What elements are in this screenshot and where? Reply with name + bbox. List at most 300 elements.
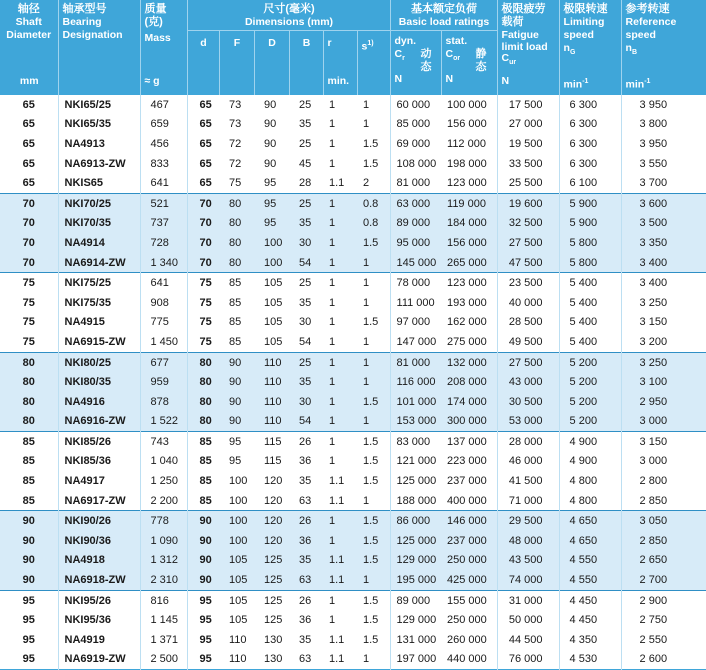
cell-s: 1.5: [363, 316, 379, 329]
cell-D: 115: [264, 455, 282, 468]
table-row: [0, 491, 706, 511]
cell-D: 110: [254, 412, 289, 432]
cell-d: 70: [187, 214, 219, 234]
cell-D: 115: [254, 432, 289, 452]
cell-B: 35: [289, 372, 323, 392]
table-row: [0, 134, 706, 154]
header-col-D: D: [254, 30, 289, 73]
cell-B: 26: [289, 511, 323, 531]
cell-B: 26: [289, 590, 323, 610]
cell-F: 95: [219, 432, 254, 452]
cell-stat: 123 000: [441, 273, 497, 293]
cell-F: 85: [229, 296, 242, 309]
cell-s: 1: [363, 653, 370, 666]
cell-D: 105: [254, 273, 289, 293]
cell-B: 35: [289, 214, 323, 234]
cell-s: 1.5: [357, 392, 390, 412]
cell-lim: 4 650: [559, 511, 621, 531]
header-designation: 轴承型号 Bearing Designation: [58, 0, 140, 73]
cell-lim: 4 450: [559, 590, 621, 610]
table-row: [0, 610, 706, 630]
cell-F: 90: [219, 412, 254, 432]
cell-s: 1: [363, 296, 370, 309]
cell-mass: 878: [140, 392, 187, 412]
cell-dyn: 81 000: [390, 173, 441, 193]
cell-ref: 2 750: [621, 610, 706, 630]
cell-D: 120: [264, 494, 283, 507]
header-fatigue: 极限疲劳 载荷 Fatigue limit load $C_{ur}$: [497, 0, 559, 73]
cell-d: 75: [187, 293, 219, 313]
cell-D: 105: [264, 335, 283, 348]
cell-r: 1: [323, 432, 357, 452]
cell-fat: 27 500: [497, 233, 559, 253]
cell-F: 100: [219, 511, 254, 531]
cell-dyn: 121 000: [390, 452, 441, 472]
cell-s: 1.5: [357, 511, 390, 531]
cell-shaft: 65: [22, 137, 35, 150]
cell-r: 1: [329, 614, 336, 627]
table-row: [0, 392, 706, 412]
cell-des: NKI90/36: [58, 531, 140, 551]
cell-ref: 2 900: [621, 590, 706, 610]
cell-stat: 100 000: [447, 98, 487, 111]
cell-mass: 1 145: [140, 610, 187, 630]
cell-B: 35: [299, 475, 312, 488]
cell-B: 54: [289, 412, 323, 432]
cell-stat: 184 000: [441, 214, 497, 234]
cell-s: 1.5: [357, 590, 390, 610]
cell-shaft: 75: [22, 296, 35, 309]
cell-d: 95: [187, 650, 219, 670]
cell-ref: 3 000: [621, 452, 706, 472]
cell-ref: 3 550: [621, 154, 706, 174]
header-unit-fatigue: N: [497, 73, 559, 95]
cell-D: 90: [264, 137, 277, 150]
cell-s: 1: [363, 335, 370, 348]
cell-shaft: 65: [22, 98, 35, 111]
header-unit-designation: [58, 73, 140, 95]
cell-B: 36: [289, 531, 323, 551]
cell-F: 100: [229, 494, 248, 507]
cell-des: NKI80/25: [58, 352, 140, 372]
cell-d: 80: [187, 372, 219, 392]
cell-r: 1.1: [323, 551, 357, 571]
cell-mass: 2 310: [140, 570, 187, 590]
cell-mass: 521: [140, 193, 187, 213]
cell-D: 125: [254, 570, 289, 590]
cell-B: 25: [289, 352, 323, 372]
cell-fat: 44 500: [497, 630, 559, 650]
cell-r: 1: [323, 253, 357, 273]
cell-ref: 3 150: [621, 432, 706, 452]
cell-stat: 132 000: [441, 352, 497, 372]
cell-stat: 275 000: [447, 335, 487, 348]
table-header: [0, 0, 706, 95]
cell-stat: 162 000: [447, 316, 487, 329]
cell-lim: 6 300: [559, 115, 621, 135]
table-row: [0, 452, 706, 472]
cell-d: 75: [187, 313, 219, 333]
cell-D: 110: [254, 372, 289, 392]
cell-lim: 6 300: [559, 134, 621, 154]
table-row: [0, 313, 706, 333]
cell-shaft: 95: [0, 590, 58, 610]
cell-stat: 156 000: [447, 118, 487, 131]
cell-shaft: 95: [22, 653, 35, 666]
cell-r: 1: [323, 531, 357, 551]
cell-d: 80: [187, 352, 219, 372]
cell-shaft: 80: [0, 392, 58, 412]
cell-dyn: 108 000: [390, 154, 441, 174]
cell-F: 110: [229, 653, 247, 666]
cell-stat: 300 000: [441, 412, 497, 432]
cell-dyn: 85 000: [390, 115, 441, 135]
cell-d: 90: [187, 551, 219, 571]
cell-ref: 3 250: [621, 293, 706, 313]
cell-s: 1.5: [363, 614, 379, 627]
cell-fat: 32 500: [497, 214, 559, 234]
cell-ref: 3 800: [621, 115, 706, 135]
cell-F: 80: [219, 193, 254, 213]
cell-dyn: 69 000: [390, 134, 441, 154]
cell-B: 36: [299, 614, 312, 627]
cell-D: 130: [264, 653, 283, 666]
cell-r: 1: [323, 412, 357, 432]
header-col-stat: stat. $C_{or}$ 静 态: [441, 30, 497, 73]
cell-dyn: 95 000: [390, 233, 441, 253]
cell-mass: 737: [140, 214, 187, 234]
cell-stat: 250 000: [441, 551, 497, 571]
cell-stat: 250 000: [447, 614, 487, 627]
cell-shaft: 75: [22, 335, 35, 348]
header-dimensions: 尺寸(毫米) Dimensions (mm): [187, 0, 390, 30]
cell-ref: 3 700: [621, 173, 706, 193]
cell-s: 1.5: [363, 633, 379, 646]
cell-mass: 778: [140, 511, 187, 531]
cell-fat: 33 500: [497, 154, 559, 174]
cell-F: 90: [219, 352, 254, 372]
cell-lim: 6 100: [559, 173, 621, 193]
cell-B: 30: [299, 316, 312, 329]
table-row: [0, 193, 706, 213]
cell-s: 0.8: [357, 193, 390, 213]
cell-F: 90: [219, 372, 254, 392]
cell-lim: 4 530: [559, 650, 621, 670]
cell-d: 65: [187, 95, 219, 115]
table-row: [0, 511, 706, 531]
cell-mass: 2 200: [140, 491, 187, 511]
table-row: [0, 471, 706, 491]
cell-fat: 31 000: [497, 590, 559, 610]
cell-s: 1: [363, 98, 370, 111]
cell-s: 1: [363, 118, 370, 131]
cell-s: 1.5: [357, 233, 390, 253]
header-unit-r: min.: [323, 73, 357, 95]
cell-ref: 2 850: [621, 491, 706, 511]
cell-dyn: 145 000: [390, 253, 441, 273]
cell-ref: 3 600: [621, 193, 706, 213]
cell-B: 35: [299, 118, 312, 131]
cell-fat: 49 500: [497, 332, 559, 352]
cell-shaft: 70: [0, 253, 58, 273]
cell-des: NKI75/35: [58, 293, 140, 313]
cell-mass: 833: [140, 154, 187, 174]
cell-lim: 5 400: [559, 293, 621, 313]
cell-ref: 2 950: [621, 392, 706, 412]
cell-F: 85: [229, 316, 242, 329]
cell-r: 1: [329, 98, 336, 111]
cell-D: 90: [264, 157, 277, 170]
cell-r: 1: [323, 352, 357, 372]
cell-fat: 53 000: [497, 412, 559, 432]
cell-ref: 3 400: [621, 253, 706, 273]
cell-des: NKI70/25: [58, 193, 140, 213]
cell-D: 105: [264, 316, 283, 329]
cell-lim: 4 900: [559, 452, 621, 472]
cell-des: NA6915-ZW: [58, 332, 140, 352]
cell-s: 1: [357, 412, 390, 432]
cell-des: NA4919: [58, 630, 140, 650]
cell-mass: 816: [140, 590, 187, 610]
cell-dyn: 111 000: [390, 293, 441, 313]
cell-lim: 5 200: [559, 372, 621, 392]
cell-ref: 3 150: [621, 313, 706, 333]
cell-D: 95: [254, 214, 289, 234]
cell-shaft: 90: [0, 570, 58, 590]
header-col-s: $s^{1)}$: [357, 30, 390, 73]
cell-mass: 1 312: [140, 551, 187, 571]
cell-ref: 2 700: [621, 570, 706, 590]
header-col-r: r: [323, 30, 357, 73]
cell-stat: 440 000: [447, 653, 487, 666]
cell-D: 100: [254, 253, 289, 273]
cell-r: 1: [329, 455, 336, 468]
cell-des: NA6917-ZW: [58, 491, 140, 511]
cell-D: 110: [254, 392, 289, 412]
cell-shaft: 95: [22, 614, 35, 627]
table-row: [0, 352, 706, 372]
cell-stat: 260 000: [447, 633, 487, 646]
header-col-dyn: dyn. $C_r$ 动 态: [390, 30, 441, 73]
cell-fat: 23 500: [497, 273, 559, 293]
cell-lim: 5 900: [559, 214, 621, 234]
cell-s: 1: [357, 253, 390, 273]
cell-fat: 74 000: [497, 570, 559, 590]
cell-dyn: 125 000: [390, 531, 441, 551]
cell-F: 95: [229, 455, 242, 468]
cell-F: 105: [229, 614, 248, 627]
cell-mass: 2 500: [140, 650, 187, 670]
cell-s: 1: [357, 372, 390, 392]
cell-F: 73: [229, 98, 242, 111]
cell-D: 120: [264, 475, 283, 488]
cell-shaft: 85: [22, 475, 35, 488]
header-shaft: 轴径 Shaft Diameter: [0, 0, 58, 73]
cell-lim: 4 800: [559, 491, 621, 511]
cell-dyn: 131 000: [390, 630, 441, 650]
cell-s: 1.5: [363, 475, 379, 488]
cell-fat: 43 000: [497, 372, 559, 392]
cell-shaft: 70: [0, 193, 58, 213]
cell-d: 95: [187, 630, 219, 650]
cell-ref: 3 400: [621, 273, 706, 293]
cell-shaft: 90: [0, 551, 58, 571]
cell-d: 65: [187, 154, 219, 174]
cell-ref: 3 100: [621, 372, 706, 392]
cell-ref: 2 600: [621, 650, 706, 670]
header-mass: 质量 (克) Mass: [140, 0, 187, 73]
cell-F: 90: [219, 392, 254, 412]
cell-d: 70: [187, 233, 219, 253]
cell-stat: 400 000: [447, 494, 487, 507]
cell-ref: 3 050: [621, 511, 706, 531]
cell-s: 1: [357, 352, 390, 372]
cell-stat: 112 000: [447, 137, 486, 150]
header-unit-mass: ≈ g: [140, 73, 187, 95]
cell-r: 1.1: [329, 494, 345, 507]
cell-fat: 48 000: [497, 531, 559, 551]
cell-d: 90: [187, 511, 219, 531]
cell-s: 1: [357, 570, 390, 590]
header-unit-s: [357, 73, 390, 95]
cell-r: 1.1: [323, 570, 357, 590]
cell-lim: 4 350: [559, 630, 621, 650]
cell-des: NA6913-ZW: [58, 154, 140, 174]
cell-fat: 28 500: [497, 313, 559, 333]
cell-dyn: 101 000: [390, 392, 441, 412]
cell-stat: 425 000: [441, 570, 497, 590]
cell-shaft: 65: [22, 118, 35, 131]
cell-mass: 775: [140, 313, 187, 333]
cell-d: 85: [187, 471, 219, 491]
cell-ref: 3 200: [621, 332, 706, 352]
cell-dyn: 197 000: [390, 650, 441, 670]
cell-des: NA6919-ZW: [58, 650, 140, 670]
cell-shaft: 80: [0, 352, 58, 372]
table-row: [0, 590, 706, 610]
table-row: [0, 372, 706, 392]
cell-r: 1.1: [329, 475, 345, 488]
cell-shaft: 70: [0, 233, 58, 253]
cell-F: 85: [219, 273, 254, 293]
cell-des: NA4918: [58, 551, 140, 571]
cell-r: 1: [323, 193, 357, 213]
cell-lim: 4 450: [559, 610, 621, 630]
cell-des: NKI65/25: [58, 95, 140, 115]
cell-r: 1: [329, 118, 336, 131]
cell-d: 85: [187, 491, 219, 511]
table-row: [0, 173, 706, 193]
cell-shaft: 85: [22, 455, 35, 468]
cell-B: 36: [299, 455, 312, 468]
cell-des: NKI90/26: [58, 511, 140, 531]
cell-dyn: 60 000: [390, 95, 441, 115]
cell-D: 125: [264, 614, 283, 627]
cell-r: 1.1: [329, 633, 345, 646]
table-row: [0, 154, 706, 174]
cell-r: 1: [329, 157, 336, 170]
cell-mass: 1 250: [140, 471, 187, 491]
cell-fat: 30 500: [497, 392, 559, 412]
cell-lim: 6 300: [559, 154, 621, 174]
cell-F: 105: [219, 590, 254, 610]
cell-mass: 677: [140, 352, 187, 372]
cell-d: 75: [187, 332, 219, 352]
cell-fat: 71 000: [497, 491, 559, 511]
cell-ref: 3 950: [621, 95, 706, 115]
cell-stat: 156 000: [441, 233, 497, 253]
cell-fat: 19 600: [497, 193, 559, 213]
cell-r: 1: [329, 316, 336, 329]
cell-lim: 4 550: [559, 551, 621, 571]
cell-F: 85: [229, 335, 242, 348]
cell-d: 90: [187, 570, 219, 590]
cell-B: 63: [299, 494, 312, 507]
cell-des: NA4914: [58, 233, 140, 253]
cell-lim: 4 650: [559, 531, 621, 551]
cell-shaft: 70: [0, 214, 58, 234]
cell-lim: 5 800: [559, 233, 621, 253]
cell-dyn: 188 000: [390, 491, 441, 511]
cell-D: 120: [254, 511, 289, 531]
cell-B: 25: [299, 137, 312, 150]
table-row: [0, 551, 706, 571]
cell-D: 95: [264, 177, 277, 190]
cell-lim: 4 550: [559, 570, 621, 590]
header-unit-shaft: mm: [0, 73, 58, 95]
cell-des: NKI75/25: [58, 273, 140, 293]
cell-fat: 40 000: [497, 293, 559, 313]
cell-D: 125: [254, 551, 289, 571]
cell-ref: 3 350: [621, 233, 706, 253]
cell-r: 1.1: [329, 653, 345, 666]
cell-s: 1.5: [363, 455, 379, 468]
cell-des: NA6914-ZW: [58, 253, 140, 273]
table-row: [0, 253, 706, 273]
cell-s: 1.5: [357, 432, 390, 452]
cell-shaft: 65: [22, 157, 35, 170]
cell-F: 80: [219, 214, 254, 234]
cell-d: 65: [187, 134, 219, 154]
cell-lim: 5 400: [559, 332, 621, 352]
cell-dyn: 83 000: [390, 432, 441, 452]
cell-dyn: 63 000: [390, 193, 441, 213]
cell-D: 130: [264, 633, 283, 646]
cell-B: 54: [289, 253, 323, 273]
cell-fat: 27 500: [497, 352, 559, 372]
header-unit-F: [219, 73, 254, 95]
cell-s: 1.5: [363, 157, 379, 170]
cell-stat: 119 000: [441, 193, 497, 213]
cell-shaft: 85: [22, 494, 35, 507]
table-body: [0, 95, 706, 670]
cell-B: 63: [299, 653, 312, 666]
cell-ref: 3 000: [621, 412, 706, 432]
cell-stat: 265 000: [441, 253, 497, 273]
table-row: [0, 115, 706, 135]
cell-ref: 2 550: [621, 630, 706, 650]
cell-stat: 155 000: [441, 590, 497, 610]
cell-r: 1: [323, 214, 357, 234]
cell-D: 95: [254, 193, 289, 213]
cell-des: NKI65/35: [58, 115, 140, 135]
cell-mass: 659: [140, 115, 187, 135]
cell-mass: 641: [140, 173, 187, 193]
table-row: [0, 412, 706, 432]
cell-des: NA4915: [58, 313, 140, 333]
cell-des: NKI95/26: [58, 590, 140, 610]
cell-r: 1: [329, 296, 336, 309]
